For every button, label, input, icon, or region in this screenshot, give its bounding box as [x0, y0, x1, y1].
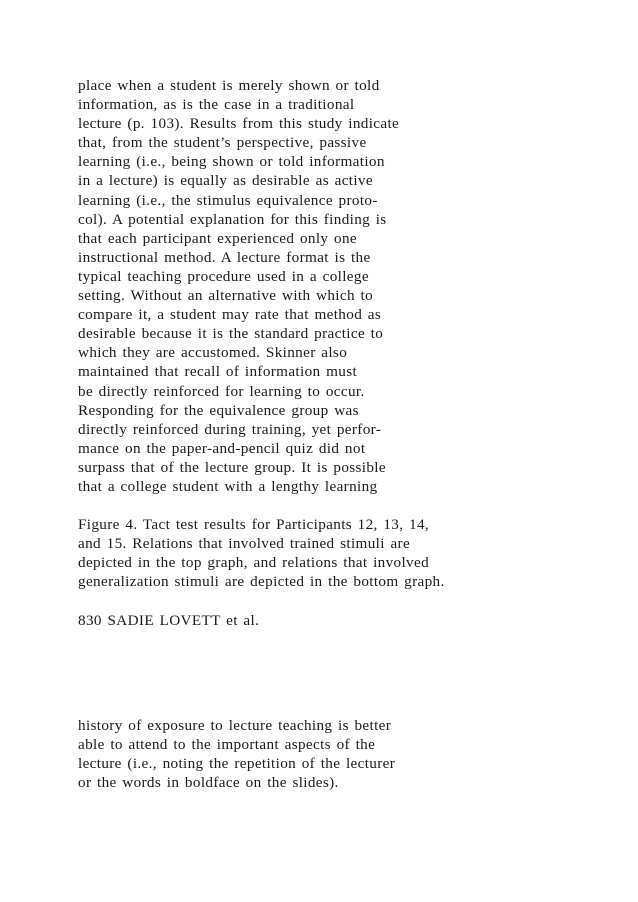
text-line: setting. Without an alternative with which to [78, 287, 374, 305]
text-line: instructional method. A lecture format is the [78, 248, 371, 266]
caption-line: and 15. Relations that involved trained stimuli are [78, 535, 411, 553]
text-line: place when a student is merely shown or told [78, 77, 380, 94]
spacer [78, 592, 618, 611]
text-line: learning (i.e., the stimulus equivalence proto- [78, 191, 378, 209]
text-line: that each participant experienced only one [78, 229, 358, 247]
figure-caption [78, 515, 618, 591]
text-line: able to attend to the important aspects of the [78, 735, 376, 753]
text-line: maintained that recall of information must [78, 363, 358, 381]
text-line: Responding for the equivalence group was [78, 401, 359, 419]
spacer [78, 630, 618, 716]
document-page [78, 76, 618, 792]
text-line: learning (i.e., being shown or told information [78, 153, 385, 171]
caption-line: depicted in the top graph, and relations that involved [78, 554, 430, 572]
text-line: lecture (p. 103). Results from this study indicate [78, 115, 400, 133]
text-line: in a lecture) is equally as desirable as active [78, 172, 373, 190]
text-line: history of exposure to lecture teaching is better [78, 716, 392, 734]
text-line: which they are accustomed. Skinner also [78, 344, 348, 362]
text-line: surpass that of the lecture group. It is possible [78, 458, 386, 476]
text-line: desirable because it is the standard practice to [78, 325, 384, 343]
text-line: lecture (i.e., noting the repetition of the lecturer [78, 754, 396, 772]
running-footer: 830 SADIE LOVETT et al. [78, 611, 260, 629]
text-line: that a college student with a lengthy learning [78, 477, 378, 495]
text-line: directly reinforced during training, yet perfor- [78, 420, 382, 438]
body-paragraph-1 [78, 76, 618, 496]
text-line: or the words in boldface on the slides). [78, 774, 339, 791]
text-line: typical teaching procedure used in a college [78, 267, 369, 285]
caption-line: Figure 4. Tact test results for Participants 12, 13, 14, [78, 516, 430, 534]
body-paragraph-2 [78, 716, 618, 792]
spacer [78, 496, 618, 515]
caption-line: generalization stimuli are depicted in the bottom graph. [78, 573, 445, 591]
text-line: col). A potential explanation for this finding is [78, 210, 387, 228]
text-line: mance on the paper-and-pencil quiz did not [78, 439, 366, 457]
text-line: compare it, a student may rate that method as [78, 306, 382, 324]
text-line: that, from the student’s perspective, passive [78, 134, 367, 152]
text-line: be directly reinforced for learning to occur. [78, 382, 365, 400]
text-line: information, as is the case in a traditional [78, 96, 355, 114]
